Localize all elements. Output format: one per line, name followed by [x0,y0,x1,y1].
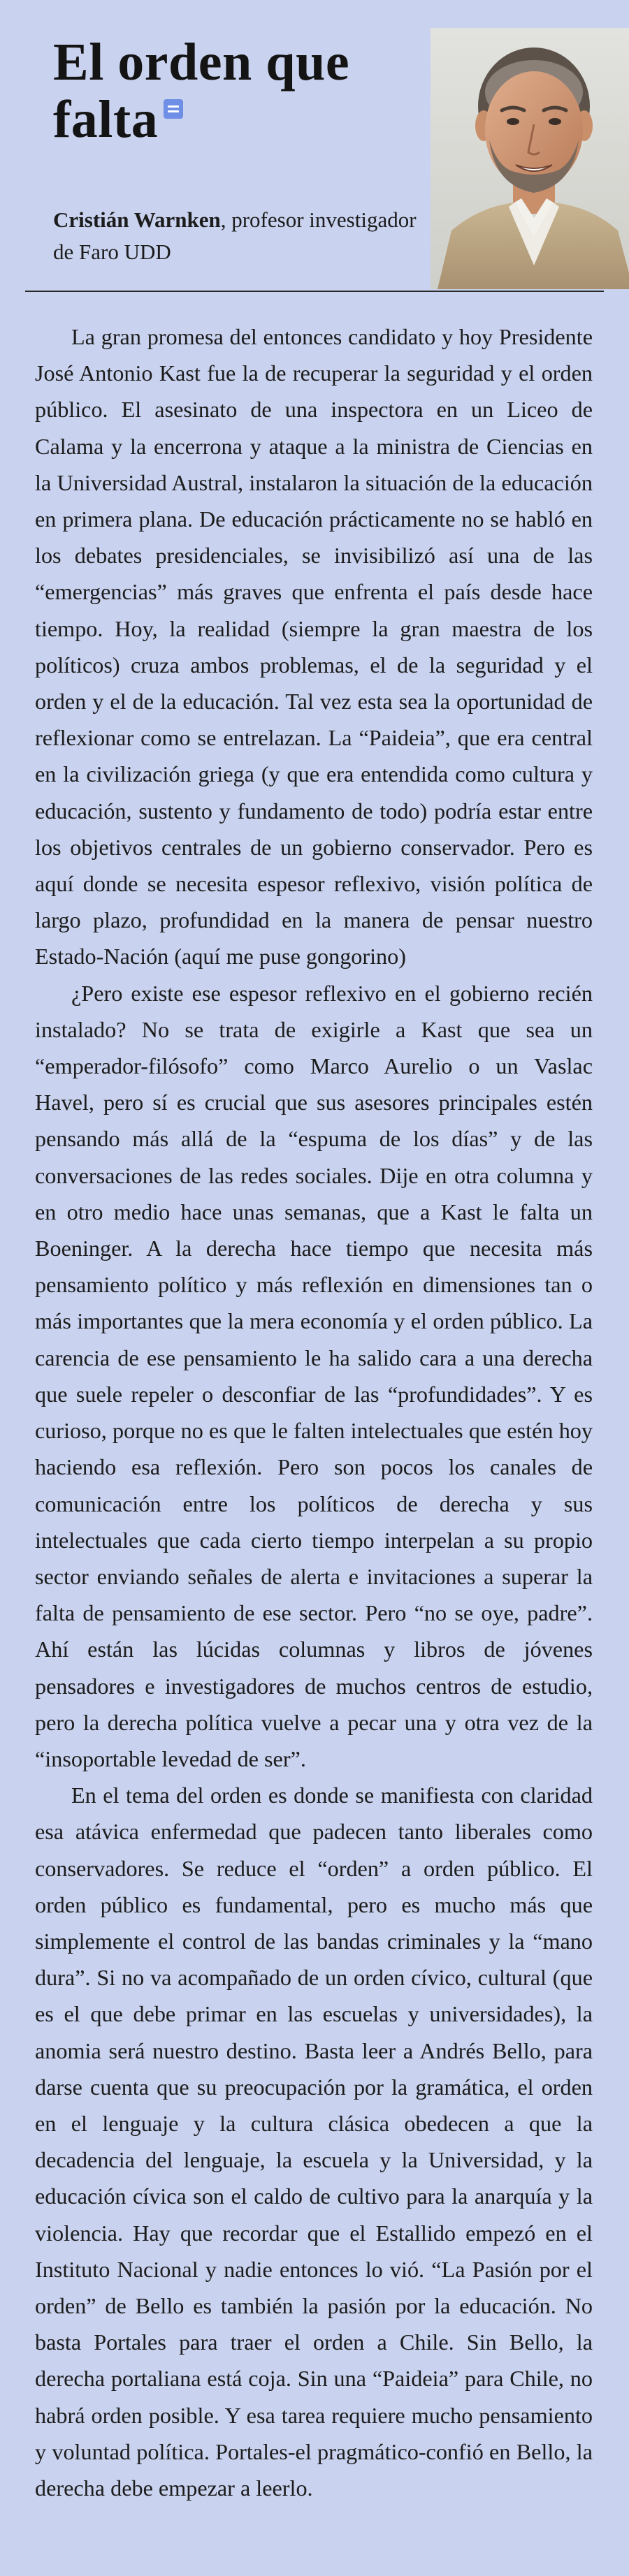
author-portrait-drawing [431,28,629,289]
author-role: , profesor investigador de Faro UDD [53,207,417,264]
article-paragraph: En el tema del orden es donde se manifiesta con claridad esa atávica enfermedad que padecen tanto liberales como conservadores. Se reduce el “orden” a orden público. El orden público es fundamental, pero es mucho más que simplemente el control de las bandas criminales y la “mano dura”. Si no va acompañado de un orden cívico, cultural (que es el que debe primar en las escuelas y universidades), la anomia será nuestro destino. Basta leer a Andrés Bello, para darse cuenta que su preocupación por la gramática, el orden en el lenguaje y la cultura clásica obedecen a que la decadencia del lenguaje, la escuela y la Universidad, y la educación cívica son el caldo de cultivo para la anarquía y la violencia. Hay que recordar que el Estallido empezó en el Instituto Nacional y nadie entonces lo vió. “La Pasión por el orden” de Bello es también la pasión por la educación. No basta Portales para traer el orden a Chile. Sin Bello, la derecha portaliana está coja. Sin una “Paideia” para Chile, no habrá orden posible. Y esa tarea requiere mucho pensamiento y voluntad política. Portales-el pragmático-confió en Bello, la derecha debe empezar a leerlo. [35,1783,593,2501]
article-paragraph: ¿Pero existe ese espesor reflexivo en el gobierno recién instalado? No se trata de exigirle a Kast que sea un “emperador-filósofo” como Marco Aurelio o un Vaslac Havel, pero sí es crucial que sus asesores principales estén pensando más allá de la “espuma de los días” y de las conversaciones de las redes sociales. Dije en otra columna y en otro medio hace unas semanas, que a Kast le falta un Boeninger. A la derecha hace tiempo que necesita más pensamiento político y más reflexión en dimensiones tan o más importantes que la mera economía y el orden público. La carencia de ese pensamiento le ha salido cara a una derecha que suele repeler o desconfiar de las “profundidades”. Y es curioso, porque no es que le falten intelectuales que estén hoy haciendo esa reflexión. Pero son pocos los canales de comunicación entre los políticos de derecha y sus intelectuales que cada cierto tiempo interpelan a su propio sector enviando señales de alerta e invitaciones a superar la falta de pensamiento de ese sector. Pero “no se oye, padre”. Ahí están las lúcidas columnas y libros de jóvenes pensadores e investigadores de muchos centros de estudio, pero la derecha política vuelve a pecar una y otra vez de la “insoportable levedad de ser”. [35,980,593,1771]
article-title [53,34,417,148]
article-title-text: El orden que falta [53,33,350,149]
author-portrait [431,28,629,289]
article-header [25,0,604,292]
note-icon[interactable] [164,99,183,119]
article-body [35,319,593,2506]
article-paragraph: La gran promesa del entonces candidato y hoy Presidente José Antonio Kast fue la de recuperar la seguridad y el orden público. El asesinato de una inspectora en un Liceo de Calama y la encerrona y ataque a la ministra de Ciencias en la Universidad Austral, instalaron la situación de la educación en primera plana. De educación prácticamente no se habló en los debates presidenciales, se invisibilizó así una de las “emergencias” más graves que enfrenta el país desde hace tiempo. Hoy, la realidad (siempre la gran maestra de los políticos) cruza ambos problemas, el de la seguridad y el orden y el de la educación. Tal vez esta sea la oportunidad de reflexionar como se entrelazan. La “Paideia”, que era central en la civilización griega (y que era entendida como cultura y educación, sustento y fundamento de todo) podría estar entre los objetivos centrales de un gobierno conservador. Pero es aquí donde se necesita espesor reflexivo, visión política de largo plazo, profundidad en la manera de pensar nuestro Estado-Nación (aquí me puse gongorino) [35,324,593,969]
author-name: Cristián Warnken [53,207,221,232]
header-divider [25,291,604,292]
byline [53,204,417,268]
